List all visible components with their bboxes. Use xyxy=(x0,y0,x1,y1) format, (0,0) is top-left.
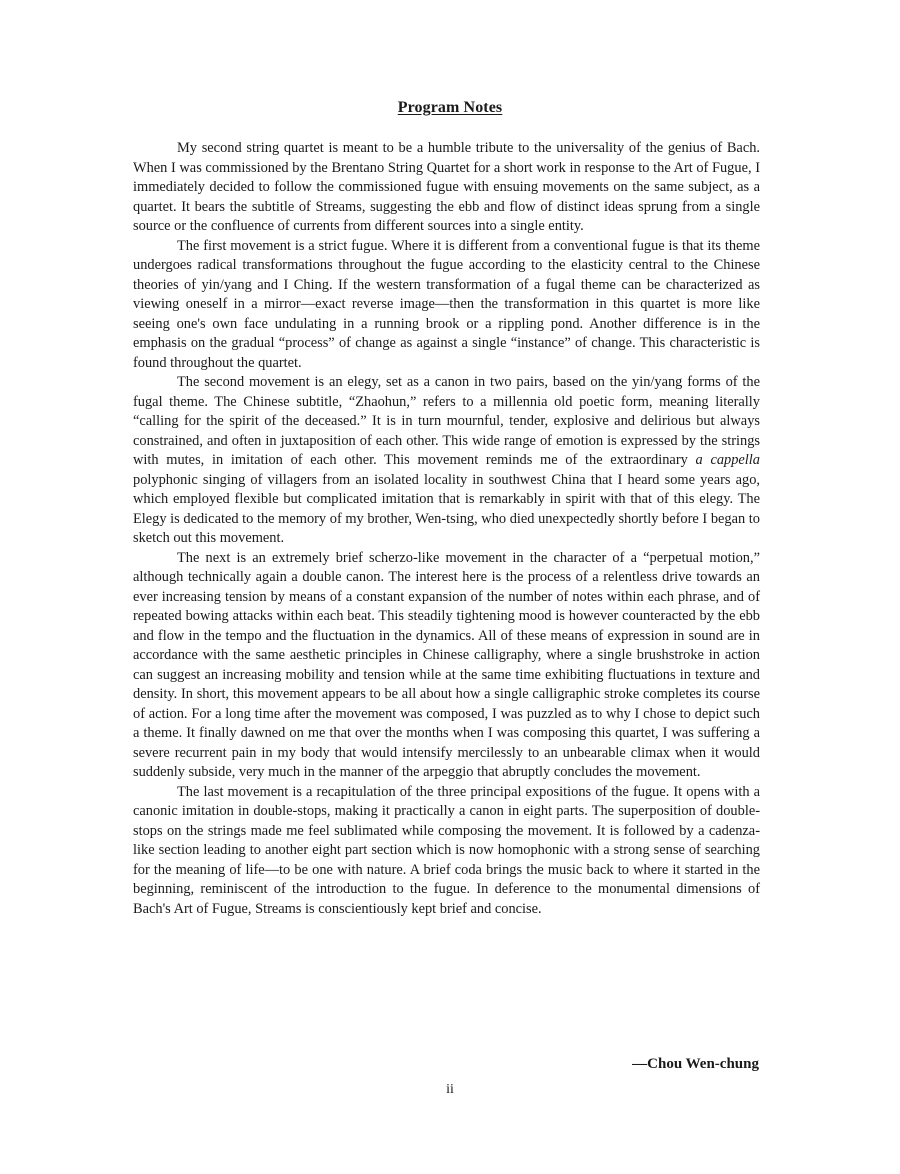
paragraph-5: The last movement is a recapitulation of the three principal expositions of the fugue. It opens with a canonic imitation in double-stops, making it practically a canon in eight parts. The superposition of double-stops on the strings made me feel sublimated while composing the movement. It is followed by a cadenza-like section leading to another eight part section which is now homophonic with a strong sense of searching for the meaning of life—to be one with nature. A brief coda brings the music back to where it started in the beginning, reminiscent of the introduction to the fugue. In deference to the monumental dimensions of Bach's Art of Fugue, Streams is conscientiously kept brief and concise. xyxy=(133,783,760,917)
paragraph-3-part-1: The second movement is an elegy, set as a canon in two pairs, based on the yin/yang forms of the fugal theme. The Chinese subtitle, “Zhaohun,” refers to a millennia old poetic form, meaning literally “calling for the spirit of the deceased.” It is in turn mournful, tender, explosive and delirious but always constrained, and often in juxtaposition of each other. This wide range of emotion is expressed by the strings with mutes, in imitation of each other. This movement reminds me of the extraordinary xyxy=(133,374,760,468)
paragraph-3 xyxy=(133,373,760,549)
paragraph-4: The next is an extremely brief scherzo-like movement in the character of a “perpetual motion,” although technically again a double canon. The interest here is the process of a relentless drive towards an ever increasing tension by means of a constant expansion of the number of notes within each phrase, and of repeated bowing attacks within each beat. This steadily tightening mood is however counteracted by the ebb and flow in the tempo and the fluctuation in the dynamics. All of these means of expression in sound are in accordance with the same aesthetic principles in Chinese calligraphy, where a single brushstroke in action can suggest an increasing mobility and tension while at the same time exhibiting fluctuations in texture and density. In short, this movement appears to be all about how a single calligraphic stroke completes its course of action. For a long time after the movement was composed, I was puzzled as to why I chose to depict such a theme. It finally dawned on me that over the months when I was composing this quartet, I was suffering a severe recurrent pain in my body that would intensify mercilessly to an unbearable climax when it would suddenly subside, very much in the manner of the arpeggio that abruptly concludes the movement. xyxy=(133,549,760,780)
page-number: ii xyxy=(446,1082,454,1097)
author-signature: —Chou Wen-chung xyxy=(632,1056,759,1072)
paragraph-1: My second string quartet is meant to be a humble tribute to the universality of the genius of Bach. When I was commissioned by the Brentano String Quartet for a short work in response to the Art of Fugue, I immediately decided to follow the commissioned fugue with ensuing movements on the same subject, as a quartet. It bears the subtitle of Streams, suggesting the ebb and flow of distinct ideas sprung from a single source or the confluence of currents from different sources into a single entity. xyxy=(133,140,760,234)
page-title: Program Notes xyxy=(397,99,503,116)
paragraph-3-italic: a cappella xyxy=(695,452,760,468)
paragraph-3-part-2: polyphonic singing of villagers from an isolated locality in southwest China that I heard some years ago, which employed flexible but complicated imitation that is remarkably in spirit with that of this elegy. The Elegy is dedicated to the memory of my brother, Wen-tsing, who died unexpectedly shortly before I began to sketch out this movement. xyxy=(133,471,760,546)
paragraph-2: The first movement is a strict fugue. Where it is different from a conventional fugue is that its theme undergoes radical transformations throughout the fugue according to the elasticity central to the Chinese theories of yin/yang and I Ching. If the western transformation of a fugal theme can be characterized as viewing oneself in a mirror—exact reverse image—then the transformation in this quartet is more like seeing one's own face undulating in a running brook or a rippling pond. Another difference is in the emphasis on the gradual “process” of change as against a single “instance” of change. This characteristic is found throughout the quartet. xyxy=(133,237,760,371)
body-text xyxy=(133,139,760,919)
